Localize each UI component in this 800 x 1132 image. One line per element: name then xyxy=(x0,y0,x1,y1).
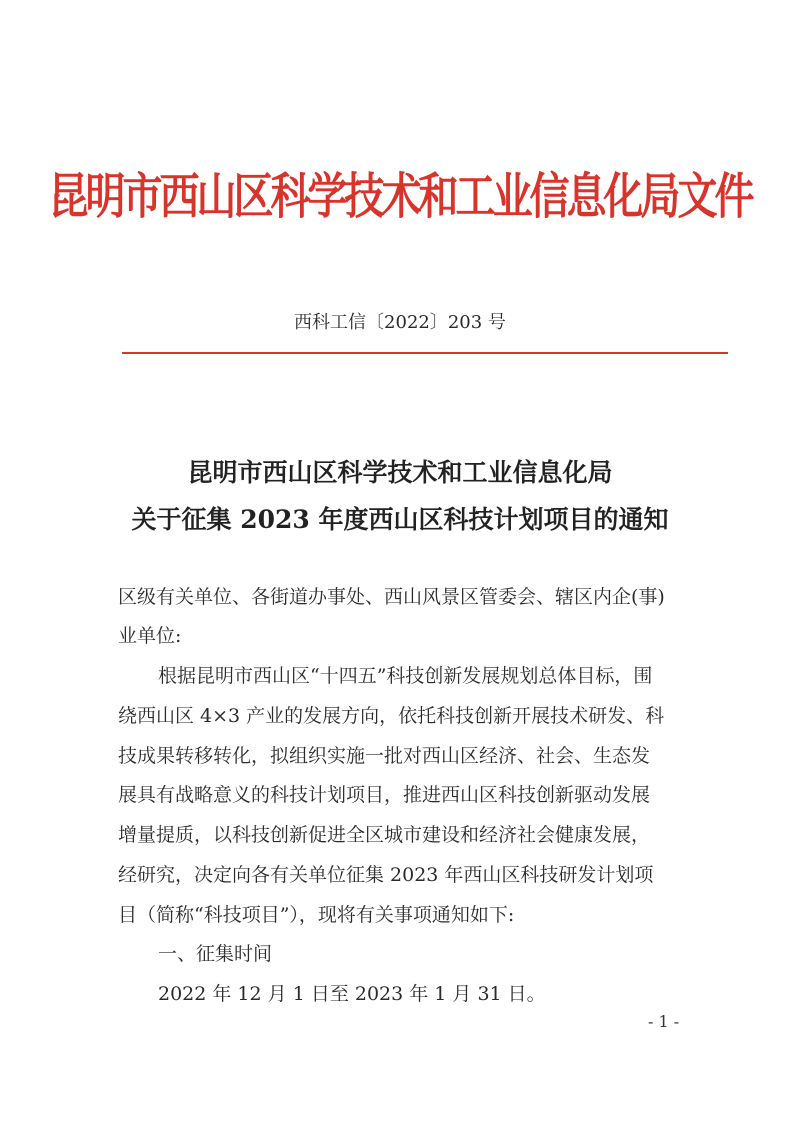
section-1-text: 2022 年 12 月 1 日至 2023 年 1 月 31 日。 xyxy=(158,983,546,1005)
section-1-heading: 一、征集时间 xyxy=(158,943,273,965)
paragraph-line: 根据昆明市西山区“十四五”科技创新发展规划总体目标，围 xyxy=(158,665,653,687)
header-divider xyxy=(122,352,728,354)
notice-title-line-2: 关于征集 2023 年度西山区科技计划项目的通知 xyxy=(131,505,669,534)
paragraph-line: 经研究，决定向各有关单位征集 2023 年西山区科技研发计划项 xyxy=(118,864,654,886)
paragraph-line: 技成果转移转化，拟组织实施一批对西山区经济、社会、生态发 xyxy=(118,745,651,767)
agency-file-title: 昆明市西山区科学技术和工业信息化局文件 xyxy=(48,168,752,226)
paragraph-line: 绕西山区 4×3 产业的发展方向，依托科技创新开展技术研发、科 xyxy=(118,705,665,727)
addressee-line-1: 区级有关单位、各街道办事处、西山风景区管委会、辖区内企(事) xyxy=(118,586,665,608)
addressee-line-2: 业单位: xyxy=(118,625,182,647)
page-number: - 1 - xyxy=(648,1012,680,1031)
document-number: 西科工信〔2022〕203 号 xyxy=(294,312,506,333)
notice-title-line-1: 昆明市西山区科学技术和工业信息化局 xyxy=(187,458,613,487)
paragraph-line: 增量提质，以科技创新促进全区城市建设和经济社会健康发展， xyxy=(118,824,651,846)
paragraph-line: 展具有战略意义的科技计划项目，推进西山区科技创新驱动发展 xyxy=(118,784,651,806)
paragraph-line: 目（简称“科技项目”），现将有关事项通知如下: xyxy=(118,904,515,926)
